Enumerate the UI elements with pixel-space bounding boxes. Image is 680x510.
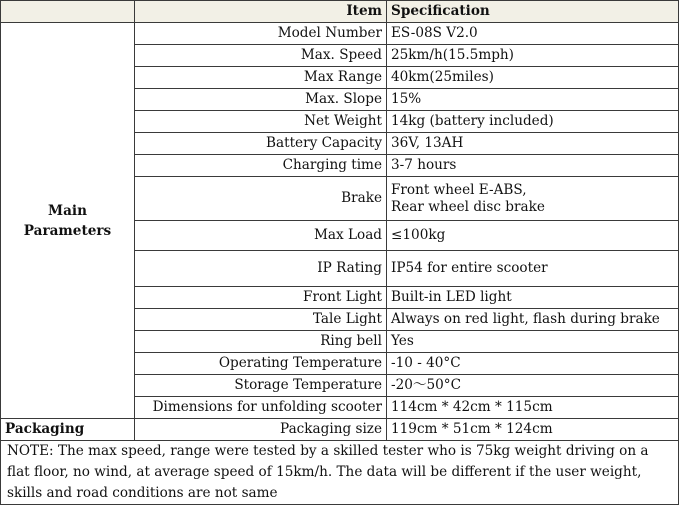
item-cell: Front Light: [135, 287, 387, 309]
table-row: [1, 23, 679, 45]
item-cell: Charging time: [135, 155, 387, 177]
item-cell: Max Load: [135, 221, 387, 251]
item-cell: Model Number: [135, 23, 387, 45]
main-parameters-cell: [1, 23, 135, 419]
item-cell: Packaging size: [135, 419, 387, 441]
spec-cell: 114cm * 42cm * 115cm: [387, 397, 679, 419]
spec-cell: ES-08S V2.0: [387, 23, 679, 45]
spec-cell: IP54 for entire scooter: [387, 251, 679, 287]
header-specification: Specification: [387, 1, 679, 23]
item-cell: Max. Speed: [135, 45, 387, 67]
spec-cell: 3-7 hours: [387, 155, 679, 177]
item-cell: Storage Temperature: [135, 375, 387, 397]
spec-cell: 25km/h(15.5mph): [387, 45, 679, 67]
item-cell: Ring bell: [135, 331, 387, 353]
spec-cell: -10 - 40°C: [387, 353, 679, 375]
item-cell: Max Range: [135, 67, 387, 89]
spec-cell: 40km(25miles): [387, 67, 679, 89]
item-cell: Operating Temperature: [135, 353, 387, 375]
spec-cell: Built-in LED light: [387, 287, 679, 309]
spec-line: Rear wheel disc brake: [391, 198, 545, 215]
item-cell: Dimensions for unfolding scooter: [135, 397, 387, 419]
spec-cell: Always on red light, flash during brake: [387, 309, 679, 331]
item-cell: Tale Light: [135, 309, 387, 331]
item-cell: Net Weight: [135, 111, 387, 133]
packaging-label: Packaging: [1, 419, 135, 441]
spec-cell: 119cm * 51cm * 124cm: [387, 419, 679, 441]
spec-cell: [387, 177, 679, 221]
item-cell: Brake: [135, 177, 387, 221]
note-line: NOTE: The max speed, range were tested by a skilled tester who is 75kg weight driving on a: [7, 443, 649, 459]
header-item: Item: [135, 1, 387, 23]
item-cell: Battery Capacity: [135, 133, 387, 155]
note-text: [1, 441, 679, 505]
item-cell: Max. Slope: [135, 89, 387, 111]
spec-cell: 15%: [387, 89, 679, 111]
note-row: [1, 441, 679, 505]
note-line: flat floor, no wind, at average speed of 15km/h. The data will be different if the user weight,: [7, 464, 642, 480]
item-cell: IP Rating: [135, 251, 387, 287]
packaging-row: [1, 419, 679, 441]
spec-line: Front wheel E-ABS,: [391, 181, 527, 198]
spec-cell: -20～50°C: [387, 375, 679, 397]
group-label-line: Main: [48, 202, 87, 219]
spec-cell: Yes: [387, 331, 679, 353]
note-line: skills and road conditions are not same: [7, 485, 278, 501]
group-label-line: Parameters: [23, 222, 112, 239]
spec-cell: ≤100kg: [387, 221, 679, 251]
header-blank-cell: [1, 1, 135, 23]
spec-cell: 14kg (battery included): [387, 111, 679, 133]
spec-cell: 36V, 13AH: [387, 133, 679, 155]
header-row: [1, 1, 679, 23]
